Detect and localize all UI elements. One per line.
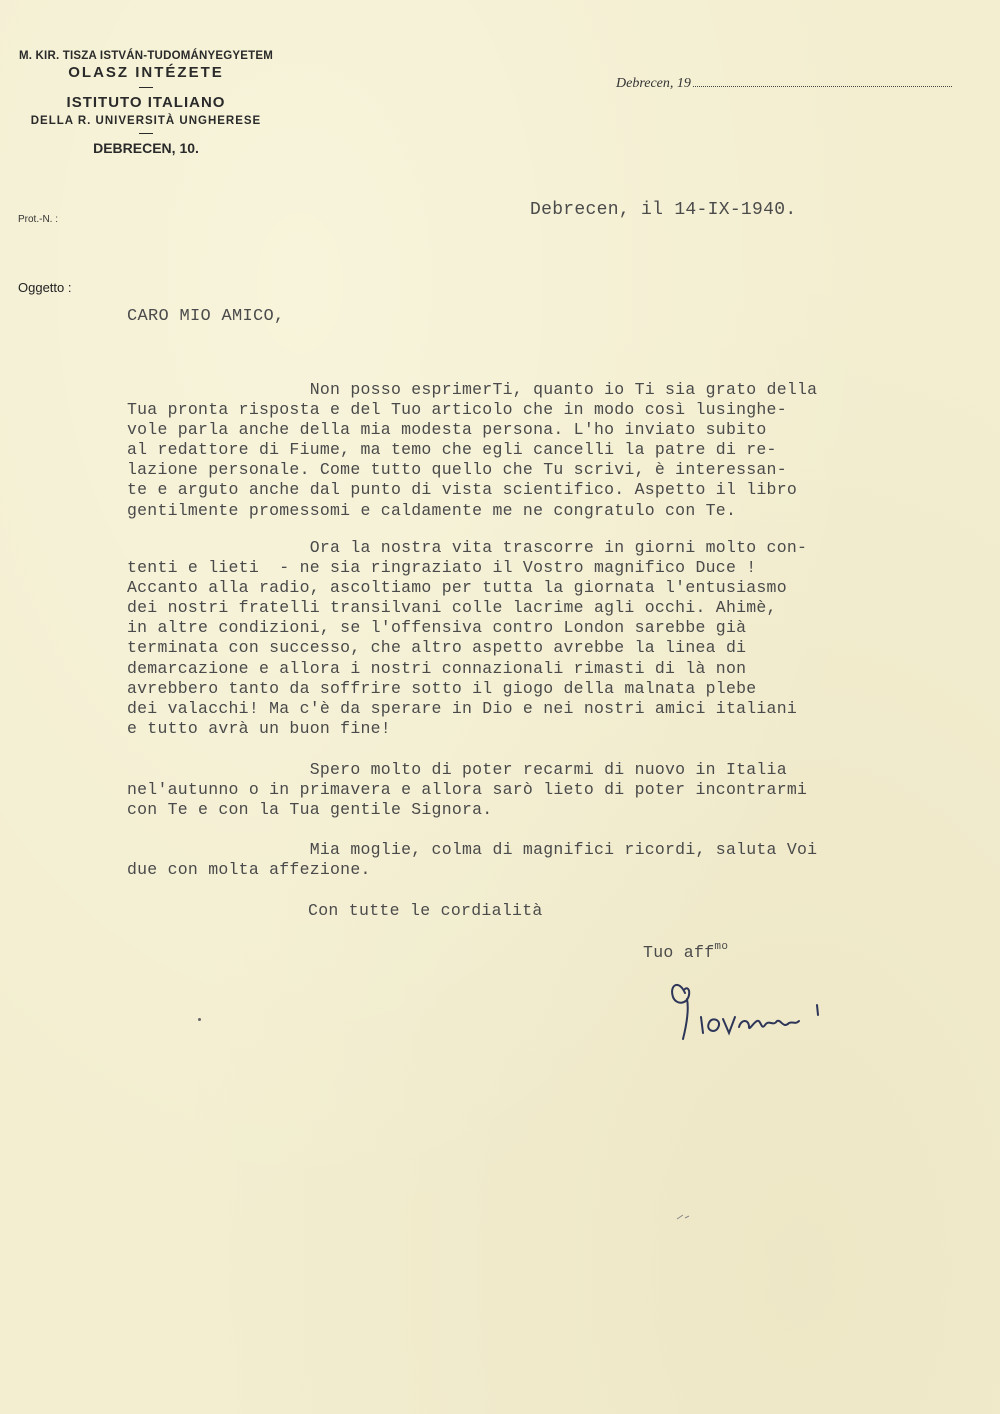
paragraph-line: lazione personale. Come tutto quello che Tu scrivi, è interessan-: [127, 460, 787, 480]
paragraph: [127, 380, 817, 521]
valediction: [643, 941, 728, 962]
paragraph-line: due con molta affezione.: [127, 860, 371, 880]
paragraph-line: Mia moglie, colma di magnifici ricordi, saluta Voi: [127, 840, 818, 859]
paragraph-line: te e arguto anche dal punto di vista scientifico. Aspetto il libro: [127, 480, 798, 500]
paragraph: [127, 760, 807, 820]
paragraph-line: e tutto avrà un buon fine!: [127, 718, 391, 738]
paragraph-line: tenti e lieti - ne sia ringraziato il Vostro magnifico Duce !: [127, 558, 757, 578]
paragraph-line: dei nostri fratelli transilvani colle lacrime agli occhi. Ahimè,: [127, 598, 777, 618]
subject-label: Oggetto :: [18, 280, 72, 295]
paragraph-line: vole parla anche della mia modesta persona. L'ho inviato subito: [127, 420, 767, 440]
paragraph-line: Non posso esprimerTi, quanto io Ti sia grato della: [127, 380, 818, 399]
letterhead-university-it: DELLA R. UNIVERSITÀ UNGHERESE: [30, 115, 262, 127]
valediction-text: Tuo aff: [643, 943, 715, 962]
printed-date-text: Debrecen, 19: [616, 76, 691, 91]
paragraph: [127, 538, 807, 739]
valediction-superscript: mo: [714, 941, 729, 953]
paragraph-line: avrebbero tanto da soffrire sotto il giogo della malnata plebe: [127, 678, 757, 698]
paragraph-line: Ora la nostra vita trascorre in giorni molto con-: [127, 538, 808, 557]
protocol-label: Prot.-N. :: [18, 214, 59, 225]
closing-line: Con tutte le cordialità: [308, 901, 543, 920]
typed-date: Debrecen, il 14-IX-1940.: [530, 200, 797, 220]
paragraph: [127, 840, 817, 880]
paragraph-line: dei valacchi! Ma c'è da sperare in Dio e nei nostri amici italiani: [127, 698, 798, 718]
ink-speck: [198, 1018, 201, 1021]
paragraph-line: Spero molto di poter recarmi di nuovo in Italia: [127, 760, 787, 779]
printed-date-line: [616, 76, 952, 92]
paragraph-line: con Te e con la Tua gentile Signora.: [127, 800, 493, 820]
dotted-fill-line: [693, 76, 952, 87]
paragraph-line: Accanto alla radio, ascoltiamo per tutta la giornata l'entusiasmo: [127, 578, 787, 598]
paragraph-line: Tua pronta risposta e del Tuo articolo che in modo così lusinghe-: [127, 400, 787, 420]
letterhead: [10, 50, 282, 156]
paragraph-line: terminata con successo, che altro aspetto avrebbe la linea di: [127, 638, 747, 658]
ink-speck: [676, 1213, 694, 1221]
handwritten-signature: [665, 975, 835, 1045]
paragraph-line: demarcazione e allora i nostri connazionali rimasti di là non: [127, 658, 747, 678]
letterhead-divider: [139, 133, 153, 134]
letterhead-address: DEBRECEN, 10.: [93, 140, 199, 156]
letterhead-institute-it: ISTITUTO ITALIANO: [66, 94, 226, 111]
letterhead-university: M. KIR. TISZA ISTVÁN-TUDOMÁNYEGYETEM: [18, 50, 274, 62]
salutation: CARO MIO AMICO,: [127, 307, 285, 326]
paragraph-line: in altre condizioni, se l'offensiva contro London sarebbe già: [127, 618, 747, 638]
paragraph-line: al redattore di Fiume, ma temo che egli cancelli la patre di re-: [127, 440, 777, 460]
paragraph-line: gentilmente promessomi e caldamente me ne congratulo con Te.: [127, 500, 737, 520]
letterhead-divider: [139, 87, 153, 88]
paragraph-line: nel'autunno o in primavera e allora sarò lieto di poter incontrarmi: [127, 780, 808, 800]
letterhead-institute-hu: OLASZ INTÉZETE: [68, 64, 224, 81]
